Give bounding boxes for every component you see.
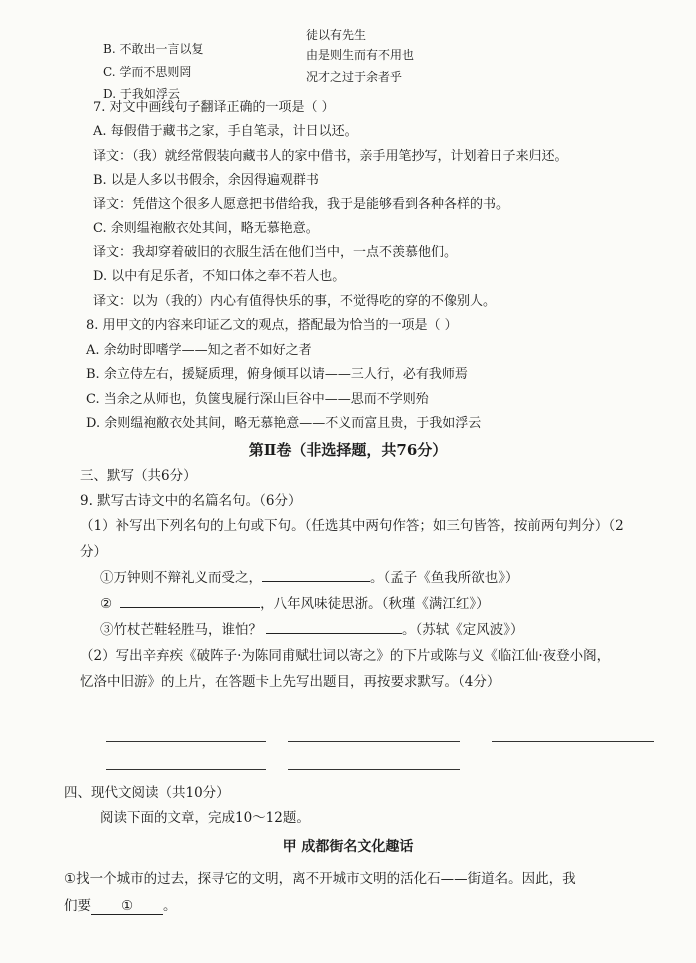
q9-stem: 9. 默写古诗文中的名篇名句。（6分）	[80, 493, 302, 509]
q9-item-2-post: ，八年风味徒思浙。（秋瑾《满江红》）	[260, 596, 490, 612]
q9-item-1-blank[interactable]	[262, 569, 370, 582]
section-4-instruction: 阅读下面的文章，完成10～12题。	[100, 810, 310, 826]
q9-item-1-post: 。（孟子《鱼我所欲也》）	[370, 570, 519, 586]
q8-option-b: B. 余立侍左右，援疑质理，俯身倾耳以请——三人行，必有我师焉	[86, 367, 468, 382]
top-right-line-1: 徒以有先生	[306, 28, 367, 42]
answer-line[interactable]	[106, 741, 266, 742]
answer-line[interactable]	[288, 741, 460, 742]
option-c: C. 学而不思则罔	[103, 65, 192, 79]
q9-item-3-blank[interactable]	[266, 621, 402, 634]
top-right-line-2: 由是则生而有不用也	[306, 48, 415, 62]
q9-part1-line1: （1）补写出下列名句的上句或下句。（任选其中两句作答；如三句皆答，按前两句判分）（2	[80, 518, 624, 534]
q7-option-c-translation: 译文：我却穿着破旧的衣服生活在他们当中，一点不羡慕他们。	[93, 245, 458, 260]
article-title: 甲 成都街名文化趣话	[282, 839, 414, 855]
q7-option-d: D. 以中有足乐者，不知口体之奉不若人也。	[93, 269, 346, 284]
q9-item-1	[100, 569, 519, 586]
q9-part2-line1: （2）写出辛弃疾《破阵子·为陈同甫赋壮词以寄之》的下片或陈与义《临江仙·夜登小阁，	[80, 648, 611, 664]
answer-line[interactable]	[492, 741, 654, 742]
q9-item-2-pre: ②	[100, 596, 113, 612]
article-p1-post: 。	[163, 898, 177, 914]
q9-item-3-post: 。（苏轼《定风波》）	[402, 622, 524, 638]
q9-item-2	[100, 595, 490, 612]
answer-line[interactable]	[106, 769, 266, 770]
q8-stem: 8. 用甲文的内容来印证乙文的观点，搭配最为恰当的一项是（ ）	[86, 318, 458, 333]
q7-option-b: B. 以是人多以书假余，余因得遍观群书	[93, 173, 319, 188]
q7-option-d-translation: 译文：以为（我的）内心有值得快乐的事，不觉得吃的穿的不像别人。	[93, 294, 497, 309]
answer-line[interactable]	[288, 769, 460, 770]
article-p1-pre: 们要	[64, 898, 91, 914]
q9-item-3	[100, 621, 524, 638]
q7-stem: 7. 对文中画线句子翻译正确的一项是（ ）	[93, 100, 335, 115]
q9-item-1-pre: ①万钟则不辩礼义而受之，	[100, 570, 262, 586]
q9-item-2-blank[interactable]	[120, 595, 260, 608]
q9-part1-line2: 分）	[80, 544, 107, 560]
article-blank-1[interactable]: ①	[91, 898, 163, 915]
option-b: B. 不敢出一言以复	[103, 42, 204, 56]
top-right-line-3: 况才之过于余者乎	[306, 70, 403, 84]
option-d: D. 于我如浮云	[103, 87, 180, 101]
q7-option-a-translation: 译文：（我）就经常假装向藏书人的家中借书，亲手用笔抄写，计划着日子来归还。	[93, 149, 568, 164]
article-paragraph-1: ①找一个城市的过去，探寻它的文明，离不开城市文明的活化石——街道名。因此，我	[64, 871, 576, 887]
q7-option-b-translation: 译文：凭借这个很多人愿意把书借给我，我于是能够看到各种各样的书。	[93, 197, 510, 212]
q9-part2-line2: 忆洛中旧游》的上片，在答题卡上先写出题目，再按要求默写。（4分）	[80, 674, 501, 690]
q7-option-a: A. 每假借于藏书之家，手自笔录，计日以还。	[93, 124, 358, 139]
part-ii-title: 第Ⅱ卷（非选择题，共76分）	[248, 441, 448, 459]
q7-option-c: C. 余则缊袍敝衣处其间，略无慕艳意。	[93, 221, 319, 236]
article-paragraph-1-cont	[64, 898, 177, 915]
q9-item-3-pre: ③竹杖芒鞋轻胜马，谁怕？	[100, 622, 262, 638]
q8-option-c: C. 当余之从师也，负箧曳屣行深山巨谷中——思而不学则殆	[86, 392, 429, 407]
section-3-title: 三、默写（共6分）	[80, 468, 197, 484]
section-4-title: 四、现代文阅读（共10分）	[64, 785, 230, 801]
q8-option-d: D. 余则缊袍敝衣处其间，略无慕艳意——不义而富且贵，于我如浮云	[86, 416, 482, 431]
q8-option-a: A. 余幼时即嗜学——知之者不如好之者	[86, 343, 312, 358]
